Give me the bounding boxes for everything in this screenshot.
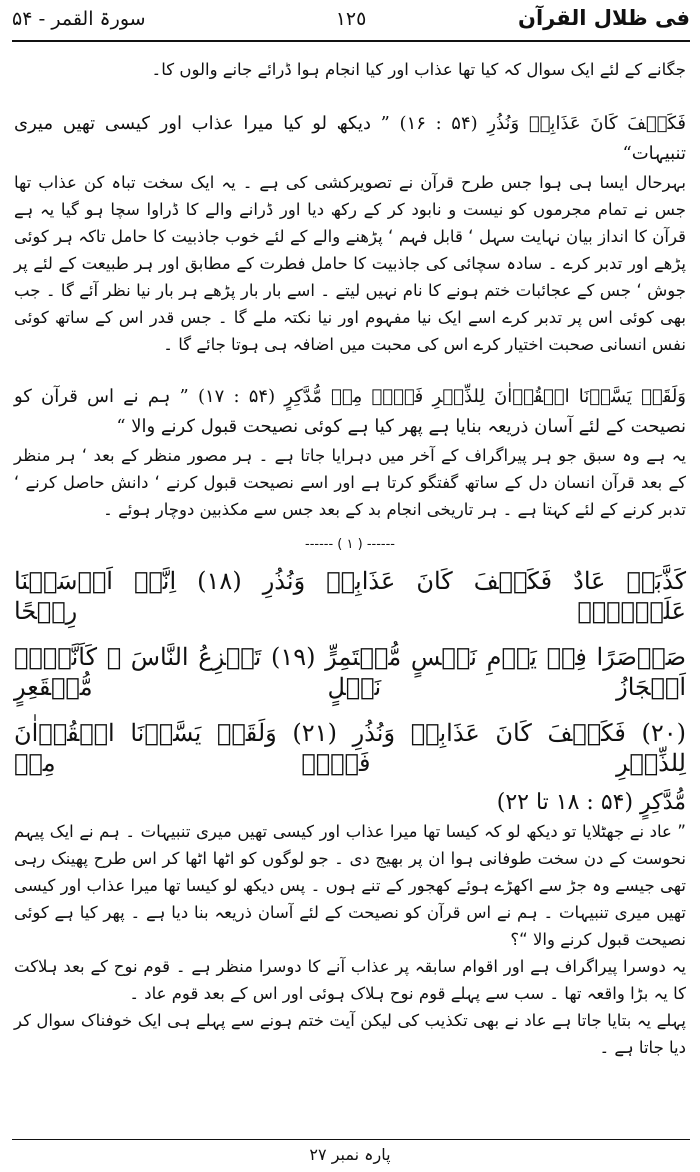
ayah-line-3: (۲۰) فَکَیۡفَ کَانَ عَذَابِیۡ وَنُذُرِ (۲۱) وَلَقَدۡ یَسَّرۡنَا الۡقُرۡاٰنَ لِلذِّکۡرِ فَہَلۡ مِنۡ [14,719,686,777]
header-rule [12,40,690,42]
paragraph-commentary-1: بہرحال ایسا ہی ہوا جس طرح قرآن نے تصویرکشی کی ہے ۔ یہ ایک سخت تباہ کن عذاب تھا جس نے تمام مجرموں کو نیست و نابود کر کے رکھ دیا اور ڈرانے والے کا ڈراوا سچا ہو گیا یہ ہے قرآن کا انداز بیان نہایت سہل ‘ قابل فہم ‘ پڑھنے والے کے لئے خوب جاذبیت کا حامل تاکہ ہر کوئی پڑھے اور تدبر کرے ۔ سادہ سچائی کی جاذبیت کا حامل فطرت کے مطابق اور ہر طبیعت کے لئے پر جوش ‘ جس کے عجائبات ختم ہونے کا نام نہیں لیتے ۔ اسے بار بار پڑھے ہر بار نیا نظر آئے گا ۔ جب بھی کوئی اس پر تدبر کرے اسے ایک نیا مفہوم اور نیا نکتہ ملے گا ۔ جس قدر اس کے ساتھ کوئی نفس انسانی صحبت اختیار کرے اس کی محبت میں اضافہ ہی ہوتا جائے گا ۔ [14,173,686,354]
paragraph-commentary-4: پہلے یہ بتایا جاتا ہے عاد نے بھی تکذیب کی لیکن آیت ختم ہونے سے پہلے ہی ایک خوفناک سوال کر دیا جاتا ہے ۔ [14,1011,686,1057]
quote-verse-17: وَلَقَدۡ یَسَّرۡنَا الۡقُرۡاٰنَ لِلذِّکۡرِ فَہَلۡ مِنۡ مُّدَّکِرٍ (۵۴ : ۱۷) ” ہم نے اس قرآن کو نصیحت کے لئے آسان ذریعہ بنایا ہے پھر کیا ہے کوئی نصیحت قبول کرنے والا “ [14,386,686,437]
section-divider: ------ ( ۱ ) ------ [305,537,395,552]
page-number: ١٢٥ [335,8,367,30]
paragraph-commentary-3: یہ دوسرا پیراگراف ہے اور اقوام سابقہ پر عذاب آنے کا دوسرا منظر ہے ۔ قوم نوح کے بعد ہلاکت کا یہ بڑا واقعہ تھا ۔ سب سے پہلے قوم نوح ہلاک ہوئی اور اس کے بعد قوم عاد ۔ [14,957,686,1003]
page-content [14,56,686,1061]
ayah-line-4: مُّدَّکِرٍ (۵۴ : ۱۸ تا ۲۲) [496,790,686,815]
paragraph-commentary-2: یہ ہے وہ سبق جو ہر پیراگراف کے آخر میں دہرایا جاتا ہے ۔ ہر مصور منظر کے بعد ‘ ہر منظر کے بعد قرآن انسان دل کے ساتھ گفتگو کرتا ہے اور اسے نصیحت قبول کرنے ‘ دانش حاصل کرنے ‘ تدبر کرنے کے لئے کہتا ہے ۔ ہر تاریخی انجام بد کے بعد جس سے مکذبین دوچار ہوئے ۔ [14,446,686,519]
surah-name: سورۃ القمر - ۵۴ [12,8,146,30]
page-header [12,6,690,38]
book-title: فی ظلال القرآن [518,6,690,30]
quote-verse-16: فَکَیۡفَ کَانَ عَذَابِیۡ وَنُذُرِ (۵۴ : ۱۶) ” دیکھ لو کیا میرا عذاب اور کیسی تھیں میری تنبیہات“ [14,113,687,164]
ayah-line-2: صَرۡصَرًا فِیۡ یَوۡمِ نَحۡسٍ مُّسۡتَمِرٍّ (۱۹) تَنۡزِعُ النَّاسَ ۙ کَاَنَّہُمۡ اَعۡجَازُ نَخۡلٍ مُّنۡقَعِرٍ [14,643,687,701]
ayah-line-1: کَذَّبَتۡ عَادٌ فَکَیۡفَ کَانَ عَذَابِیۡ وَنُذُرِ (۱۸) اِنَّاۤ اَرۡسَلۡنَا عَلَیۡہِمۡ رِیۡحًا [14,567,686,625]
paragraph-intro: جگانے کے لئے ایک سوال کہ کیا تھا عذاب اور کیا انجام ہوا ڈرائے جانے والوں کا۔ [151,60,686,79]
footer-rule [12,1139,690,1140]
paragraph-translation: ” عاد نے جھٹلایا تو دیکھ لو کہ کیسا تھا میرا عذاب اور کیسی تھیں میری تنبیہات ۔ ہم نے ایک پیہم نحوست کے دن سخت طوفانی ہوا ان پر بھیج دی ۔ جو لوگوں کو اٹھا اٹھا کر اس طرح پھینک رہی تھی جیسے وہ جڑ سے اکھڑے ہوئے کھجور کے تنے ہوں ۔ پس دیکھ لو کیسا تھا میرا عذاب اور کیسی تھیں میری تنبیہات ۔ ہم نے اس قرآن کو نصیحت کے لئے آسان ذریعہ بنا دیا ہے ۔ پھر کیا ہے کوئی نصیحت قبول کرنے والا “؟ [14,822,686,949]
para-number: پارہ نمبر ۲۷ [309,1145,391,1164]
